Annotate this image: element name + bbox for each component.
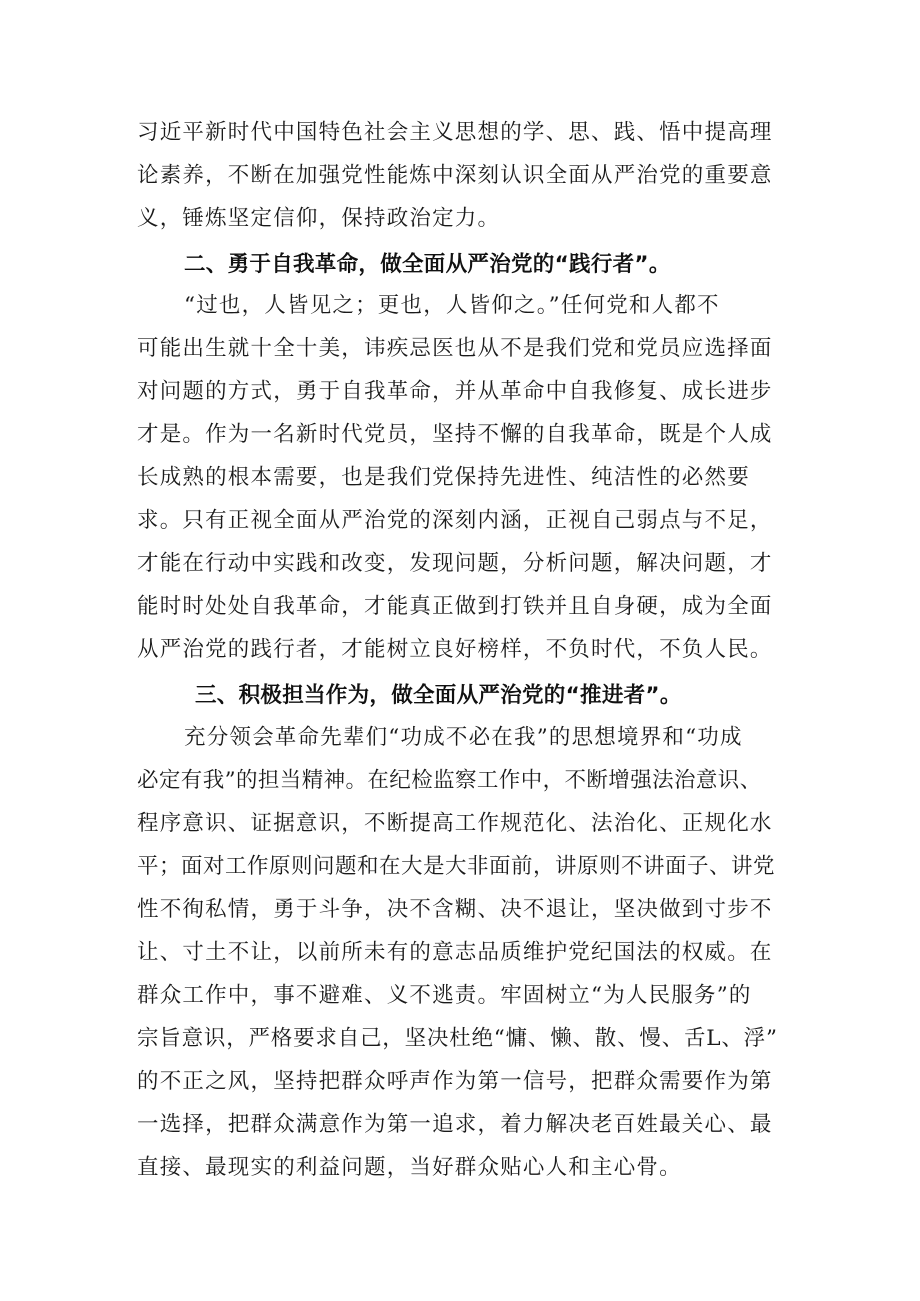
paragraph-line: “过也，人皆见之；更也，人皆仰之。”任何党和人都不 (184, 293, 720, 318)
paragraph-line: 的不正之风，坚持把群众呼声作为第一信号，把群众需要作为第 (137, 1069, 773, 1094)
paragraph-line: 充分领会革命先辈们“功成不必在我”的思想境界和“功成 (184, 725, 743, 750)
paragraph-line: 习近平新时代中国特色社会主义思想的学、思、践、悟中提高理 (137, 120, 773, 145)
paragraph-line: 平；面对工作原则问题和在大是大非面前，讲原则不讲面子、讲党 (137, 854, 776, 879)
paragraph-line: 宗旨意识，严格要求自己，坚决杜绝“慵、懒、散、慢、舌L、浮” (137, 1026, 778, 1051)
paragraph-line: 对问题的方式，勇于自我革命，并从革命中自我修复、成长进步 (137, 379, 773, 404)
paragraph-line: 性不徇私情，勇于斗争，决不含糊、决不退让，坚决做到寸步不 (137, 897, 773, 922)
section-heading-3: 三、积极担当作为，做全面从严治党的“推进者”。 (195, 683, 682, 708)
paragraph-line: 一选择，把群众满意作为第一追求，着力解决老百姓最关心、最 (137, 1112, 773, 1137)
paragraph-line: 能时时处处自我革命，才能真正做到打铁并且自身硬，成为全面 (137, 594, 773, 619)
paragraph-line: 义，锤炼坚定信仰，保持政治定力。 (137, 206, 501, 231)
paragraph-line: 让、寸土不让，以前所未有的意志品质维护党纪国法的权威。在 (137, 940, 773, 965)
paragraph-line: 才能在行动中实践和改变，发现问题，分析问题，解决问题，才 (137, 551, 773, 576)
paragraph-line: 才是。作为一名新时代党员，坚持不懈的自我革命，既是个人成 (137, 422, 773, 447)
paragraph-line: 可能出生就十全十美，讳疾忌医也从不是我们党和党员应选择面 (137, 336, 773, 361)
paragraph-line: 必定有我”的担当精神。在纪检监察工作中，不断增强法治意识、 (137, 768, 762, 793)
section-heading-2: 二、勇于自我革命，做全面从严治党的“践行者”。 (184, 252, 671, 277)
paragraph-line: 从严治党的践行者，才能树立良好榜样，不负时代，不负人民。 (137, 637, 773, 662)
paragraph-line: 群众工作中，事不避难、义不逃责。牢固树立“为人民服务”的 (137, 983, 752, 1008)
paragraph-line: 求。只有正视全面从严治党的深刻内涵，正视自己弱点与不足， (137, 508, 773, 533)
paragraph-line: 论素养，不断在加强党性能炼中深刻认识全面从严治党的重要意 (137, 163, 773, 188)
paragraph-line: 程序意识、证据意识，不断提高工作规范化、法治化、正规化水 (137, 811, 773, 836)
paragraph-line: 直接、最现实的利益问题，当好群众贴心人和主心骨。 (137, 1155, 682, 1180)
paragraph-line: 长成熟的根本需要，也是我们党保持先进性、纯洁性的必然要 (137, 465, 750, 490)
